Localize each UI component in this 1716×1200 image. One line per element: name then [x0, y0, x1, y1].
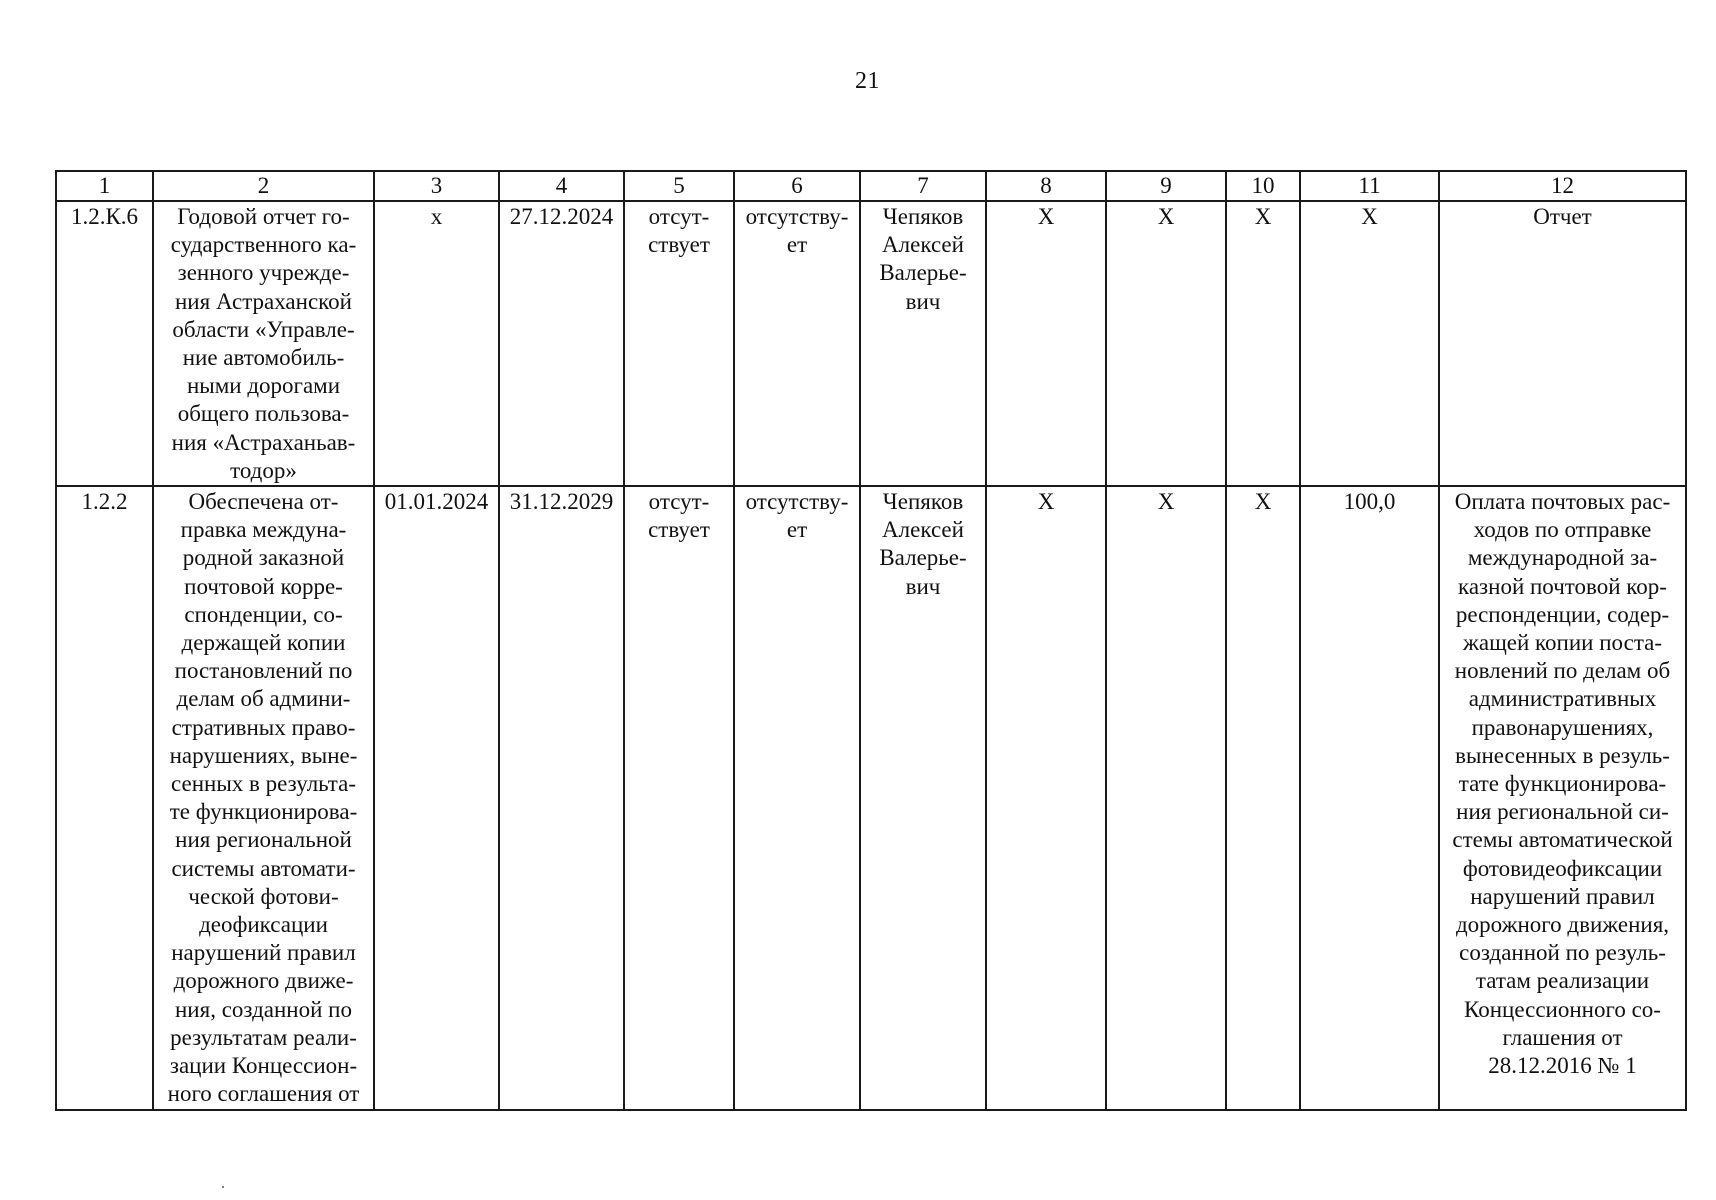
scan-speck [222, 1186, 224, 1188]
cell-col8: X [986, 486, 1106, 1109]
cell-col11: 100,0 [1300, 486, 1439, 1109]
column-header: 5 [624, 171, 734, 201]
cell-result: Оплата почтовых рас- ходов по отправке международной за- казной почтовой кор- респонденции, содер- жащей копии поста- новлений по делам об административных правонарушениях, вынесенных в резуль- тате функционирова- ния региональной си- стемы автоматической фотовидеофиксации нарушений правил дорожного движения, созданной по резуль- татам реализации Концессионного со- глашения от 28.12.2016 № 1 [1439, 486, 1686, 1109]
column-header: 4 [499, 171, 624, 201]
plan-table [55, 170, 1687, 1111]
cell-col6: отсутству- ет [734, 201, 860, 486]
cell-start-date: 01.01.2024 [374, 486, 499, 1109]
table-row [56, 201, 1686, 486]
cell-start-date: х [374, 201, 499, 486]
table-row [56, 486, 1686, 1109]
cell-col9: X [1106, 486, 1226, 1109]
cell-name: Годовой отчет го- сударственного ка- зенного учрежде- ния Астраханской области «Управле- ние автомобиль- ными дорогами общего пользова- ния «Астраханьав- тодор» [153, 201, 374, 486]
cell-col10: X [1226, 201, 1300, 486]
cell-code: 1.2.К.6 [56, 201, 153, 486]
cell-end-date: 27.12.2024 [499, 201, 624, 486]
column-header: 6 [734, 171, 860, 201]
cell-col6: отсутству- ет [734, 486, 860, 1109]
cell-name: Обеспечена от- правка междуна- родной заказной почтовой корре- спонденции, со- держащей копии постановлений по делам об админи- стративных право- нарушениях, выне- сенных в результа- те функционирова- ния региональной системы автомати- ческой фотови- деофиксации нарушений правил дорожного движе- ния, созданной по результатам реали- зации Концессион- ного соглашения от [153, 486, 374, 1109]
column-header: 10 [1226, 171, 1300, 201]
column-header: 7 [860, 171, 986, 201]
cell-col11: X [1300, 201, 1439, 486]
cell-col9: X [1106, 201, 1226, 486]
cell-code: 1.2.2 [56, 486, 153, 1109]
cell-col10: X [1226, 486, 1300, 1109]
cell-col8: X [986, 201, 1106, 486]
column-header: 1 [56, 171, 153, 201]
cell-result: Отчет [1439, 201, 1686, 486]
column-header: 8 [986, 171, 1106, 201]
cell-end-date: 31.12.2029 [499, 486, 624, 1109]
column-header: 11 [1300, 171, 1439, 201]
cell-col5: отсут- ствует [624, 201, 734, 486]
cell-responsible: Чепяков Алексей Валерье- вич [860, 201, 986, 486]
column-header: 3 [374, 171, 499, 201]
table-header-row [56, 171, 1686, 201]
column-header: 12 [1439, 171, 1686, 201]
cell-col5: отсут- ствует [624, 486, 734, 1109]
page-number: 21 [855, 68, 880, 94]
column-header: 2 [153, 171, 374, 201]
column-header: 9 [1106, 171, 1226, 201]
cell-responsible: Чепяков Алексей Валерье- вич [860, 486, 986, 1109]
